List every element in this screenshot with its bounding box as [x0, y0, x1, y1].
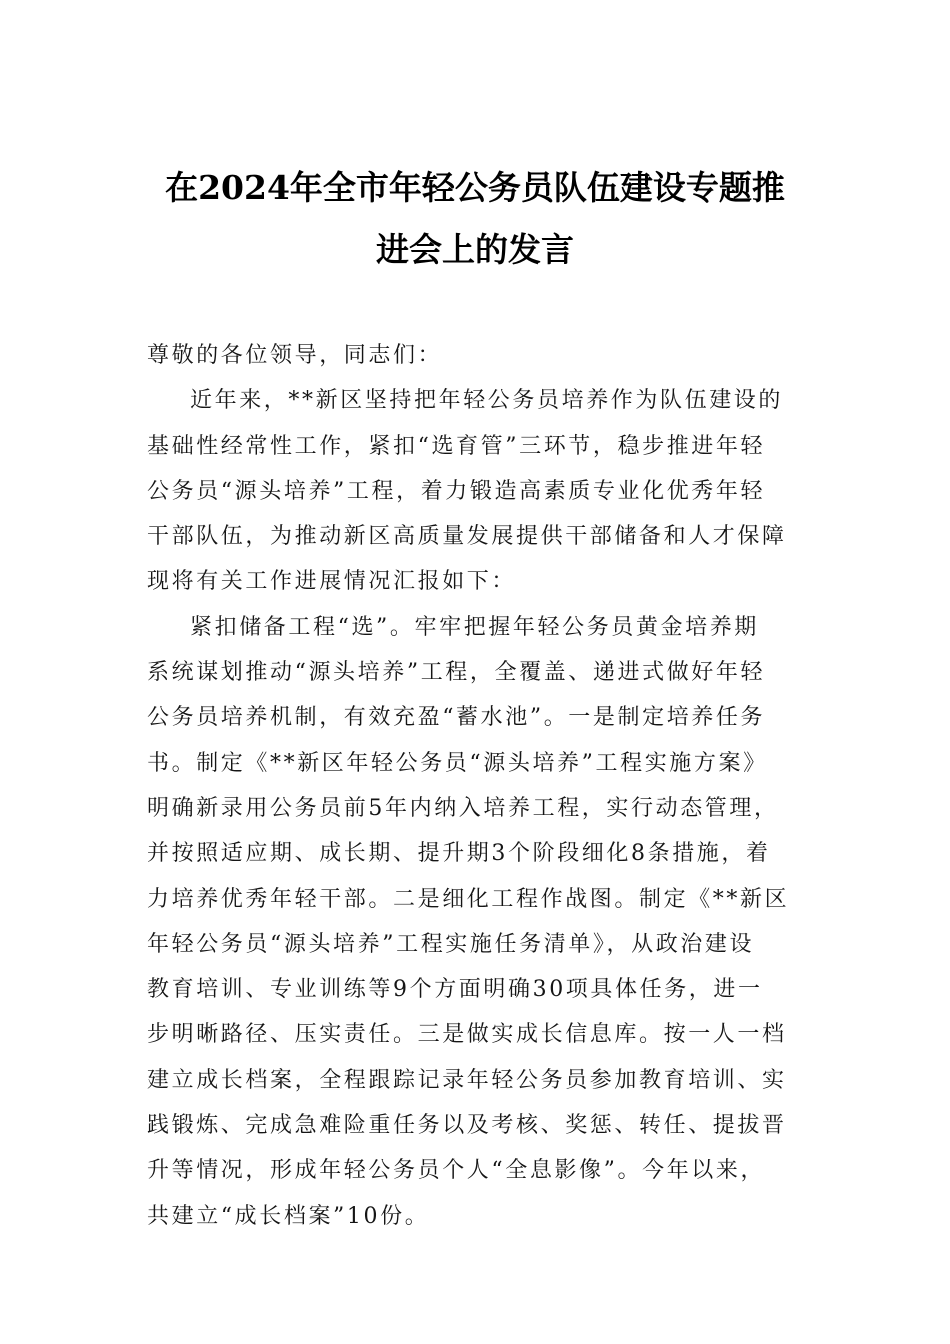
text-line: 建立成长档案，全程跟踪记录年轻公务员参加教育培训、实 [147, 1067, 787, 1093]
text-line: 公务员培养机制，有效充盈“蓄水池”。一是制定培养任务 [147, 705, 766, 731]
text-line: 基础性经常性工作，紧扣“选育管”三环节，稳步推进年轻 [147, 433, 766, 459]
text-line: 并按照适应期、成长期、提升期3个阶段细化8条措施，着 [147, 841, 771, 867]
text-line: 干部队伍，为推动新区高质量发展提供干部储备和人才保障 [147, 524, 787, 550]
salutation: 尊敬的各位领导，同志们： [147, 343, 443, 368]
title-line: 进会上的发言 [376, 230, 574, 269]
document-body [147, 333, 817, 1239]
document-title [140, 157, 810, 281]
text-line: 系统谋划推动“源头培养”工程，全覆盖、递进式做好年轻 [147, 660, 766, 686]
text-line: 步明晰路径、压实责任。三是做实成长信息库。按一人一档 [147, 1022, 787, 1048]
text-line: 力培养优秀年轻干部。二是细化工程作战图。制定《**新区 [147, 886, 790, 912]
text-line: 践锻炼、完成急难险重任务以及考核、奖惩、转任、提拔晋 [147, 1113, 787, 1139]
text-line: 年轻公务员“源头培养”工程实施任务清单》，从政治建设 [147, 931, 755, 957]
text-line: 现将有关工作进展情况汇报如下： [147, 569, 517, 595]
text-line: 教育培训、专业训练等9个方面明确30项具体任务，进一 [147, 977, 763, 1003]
text-line: 近年来，**新区坚持把年轻公务员培养作为队伍建设的 [190, 388, 784, 414]
text-line: 升等情况，形成年轻公务员个人“全息影像”。今年以来， [147, 1158, 766, 1184]
paragraph-intro [147, 378, 817, 604]
text-line: 公务员“源头培养”工程，着力锻造高素质专业化优秀年轻 [147, 478, 766, 504]
text-line: 书。制定《**新区年轻公务员“源头培养”工程实施方案》 [147, 750, 768, 776]
text-line: 明确新录用公务员前5年内纳入培养工程，实行动态管理， [147, 795, 779, 821]
text-line: 共建立“成长档案”10份。 [147, 1203, 430, 1229]
title-line: 在2024年全市年轻公务员队伍建设专题推 [165, 168, 785, 207]
text-line: 紧扣储备工程“选”。牢牢把握年轻公务员黄金培养期 [190, 614, 759, 640]
paragraph-selection [147, 605, 817, 1239]
